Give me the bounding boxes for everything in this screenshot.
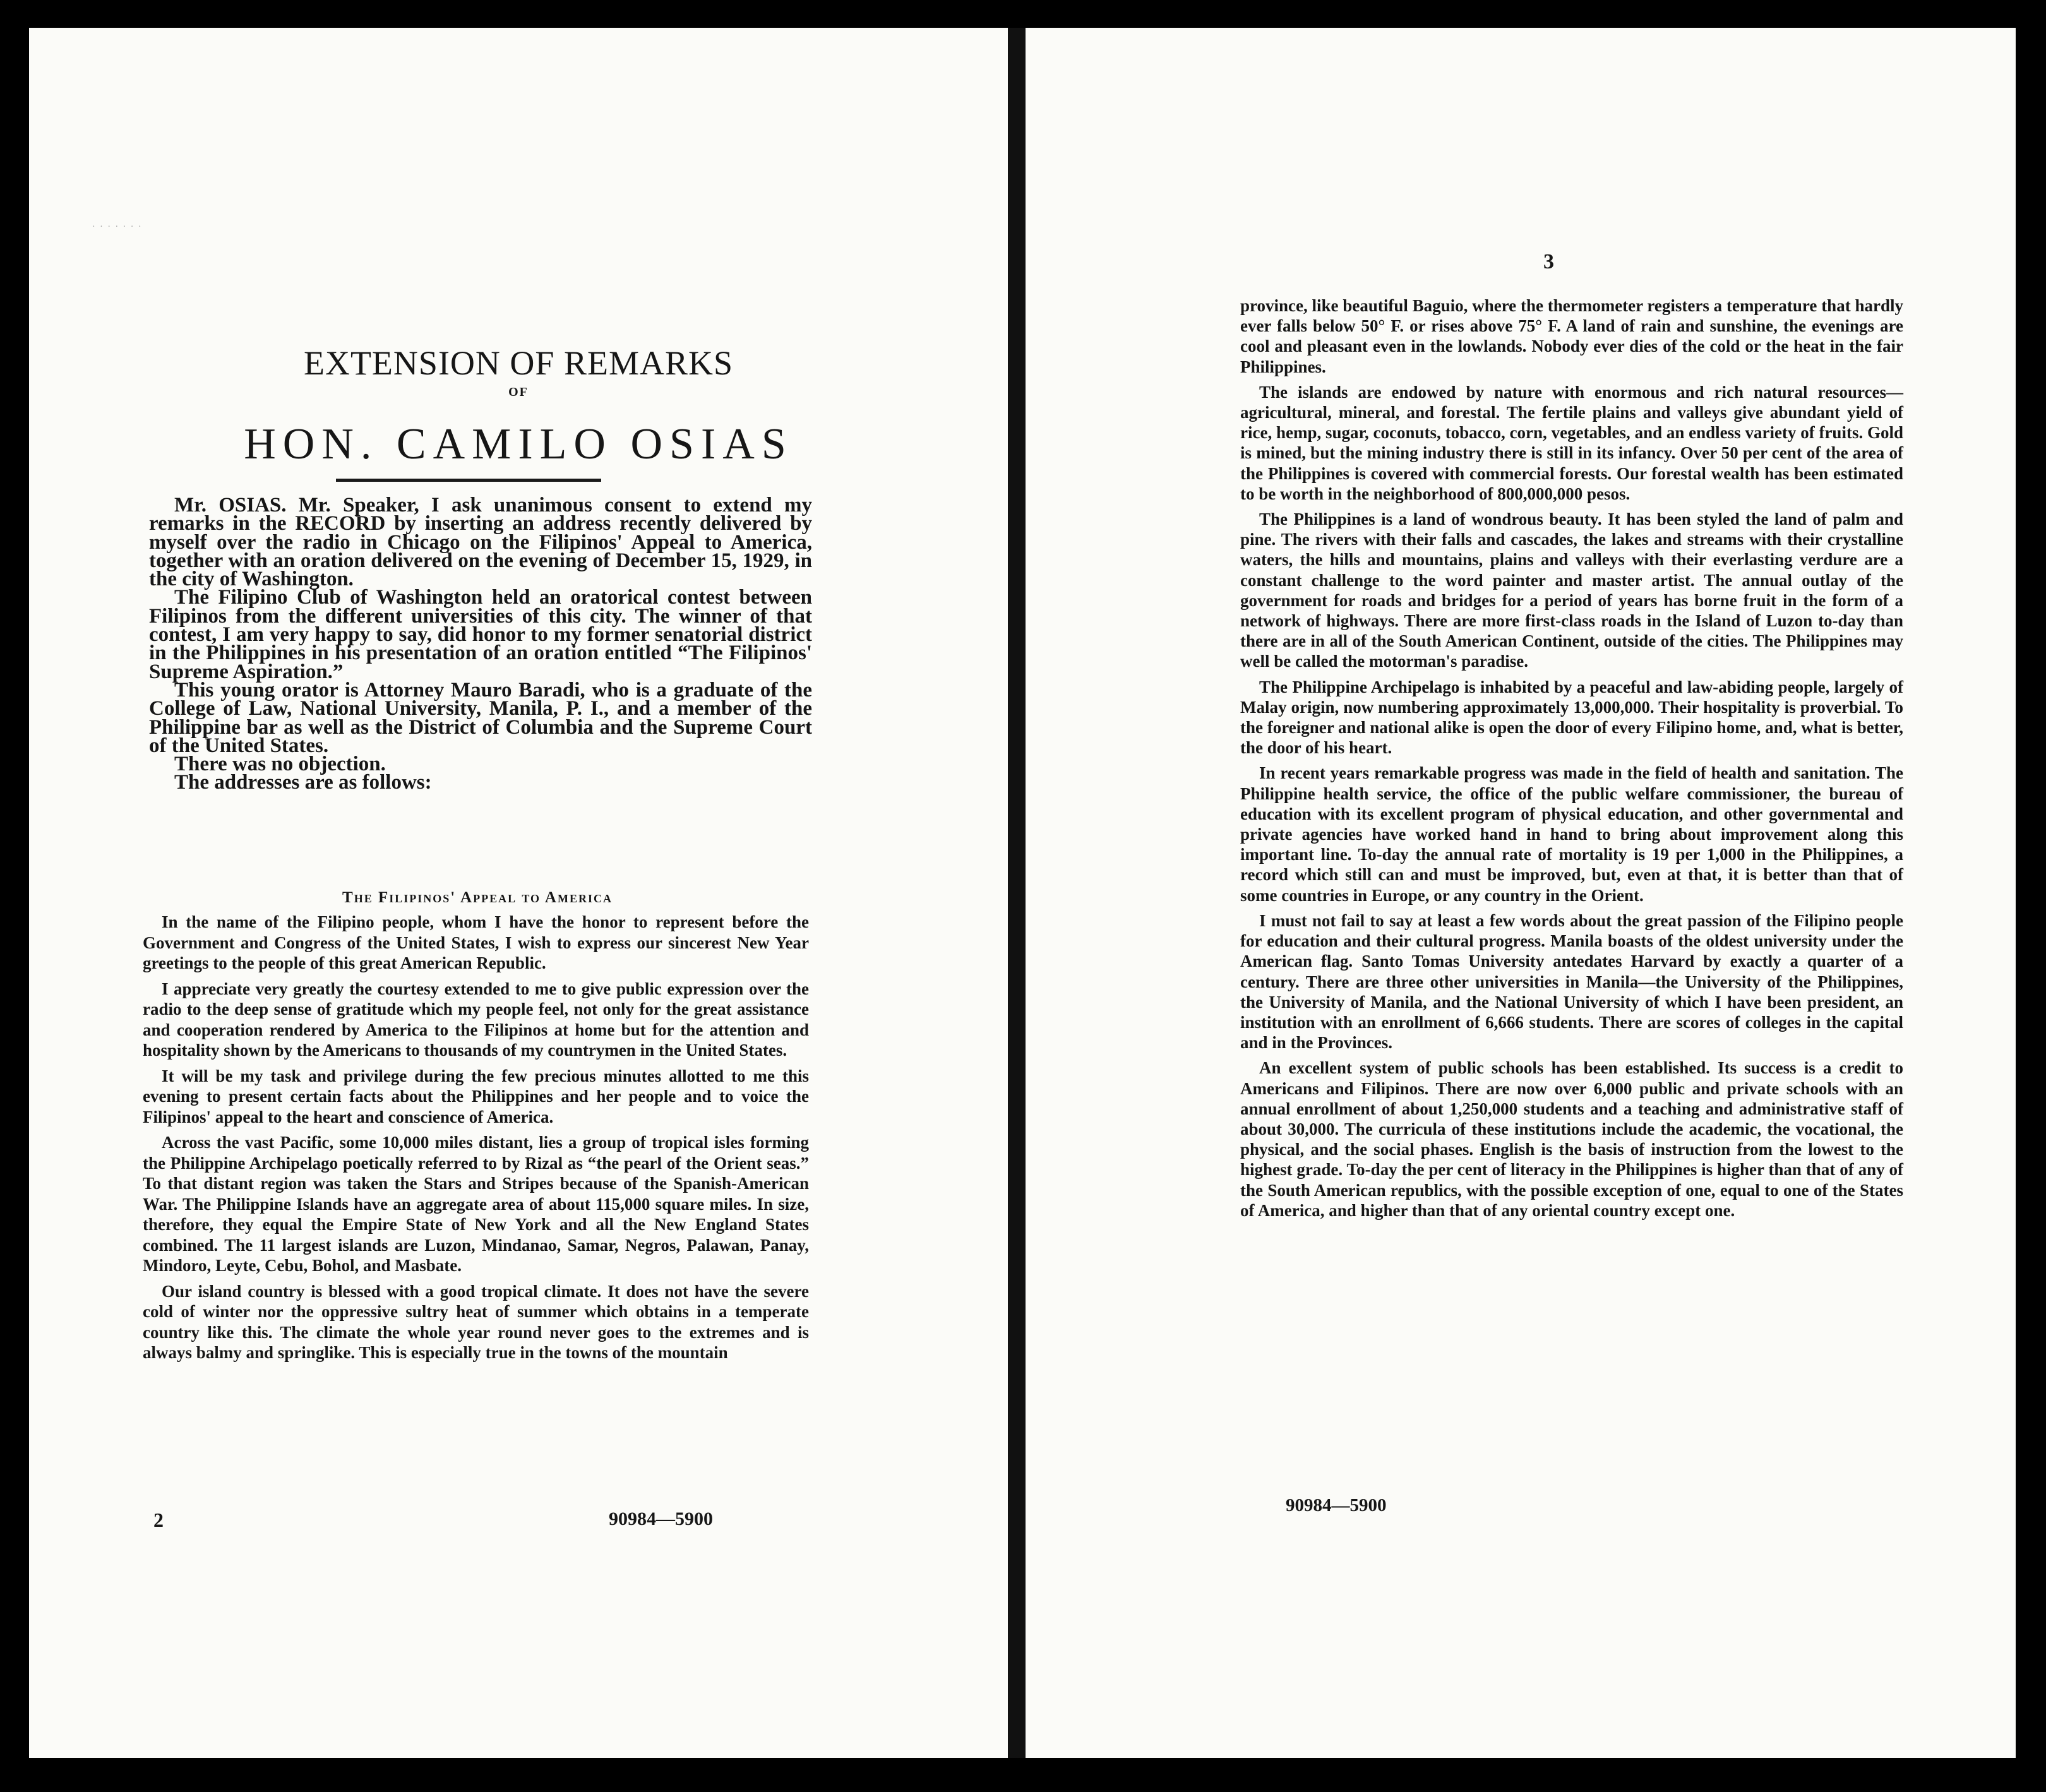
body-paragraph: Across the vast Pacific, some 10,000 miles distant, lies a group of tropical isles forming the Philippine Archipelago poetically referred to by Rizal as “the pearl of the Orient seas.” To that distant region was taken the Stars and Stripes because of the Spanish-American War. The Philippine Islands have an aggregate area of about 115,000 square miles. In size, therefore, they equal the Empire State of New York and all the New England States combined. The 11 largest islands are Luzon, Mindanao, Samar, Negros, Palawan, Panay, Mindoro, Leyte, Cebu, Bohol, and Masbate. [143,1133,809,1275]
body-paragraph: I appreciate very greatly the courtesy extended to me to give public expression over the radio to the deep sense of gratitude which my people feel, not only for the great assistance and cooperation rendered by America to the Filipinos at home but for the attention and hospitality shown by the Americans to thousands of my countrymen in the United States. [143,979,809,1060]
intro-paragraph: The addresses are as follows: [174,771,432,794]
body-paragraph: I must not fail to say at least a few words about the great passion of the Filipino people for education and their cultural progress. Manila boasts of the oldest university under the American flag. Santo Tomas University antedates Harvard by exactly a quarter of a century. There are three other universities in Manila—the University of the Philippines, the University of Manila, and the National University of which I have been president, an institution with an enrollment of 6,666 students. There are scores of colleges in the capital and in the Provinces. [1240,911,1903,1053]
body-paragraph: In the name of the Filipino people, whom I have the honor to represent before the Government and Congress of the United States, I wish to express our sincerest New Year greetings to the people of this great American Republic. [143,912,809,972]
body-paragraph: In recent years remarkable progress was made in the field of health and sanitation. The Philippine health service, the office of the public welfare commissioner, the bureau of education with its excellent program of physical education, and other governmental and private agencies have worked hand in hand to bring about improvement along this important line. To-day the annual rate of mortality is 19 per 1,000 in the Philippines, a record which still can and must be improved, but, even at that, it is better than that of some countries in Europe, or any country in the Orient. [1240,763,1903,905]
print-code-left: 90984—5900 [609,1508,713,1529]
body-paragraph: The Philippine Archipelago is inhabited by a peaceful and law-abiding people, largely of Malay origin, now numbering approximately 13,000,000. Their hospitality is proverbial. To the foreigner and national alike is open the door of every Filipino home, and, what is better, the door of his heart. [1240,677,1903,758]
intro-paragraph: There was no objection. [174,753,386,776]
intro-paragraph: The Filipino Club of Washington held an oratorical contest between Filipinos from the different universities of this city. The winner of that contest, I am very happy to say, did honor to my former senatorial district in the Philippines in his presentation of an oration entitled “The Filipinos' Supreme Aspiration.” [149,586,812,683]
left-body-text [143,912,809,1368]
page-number-right: 3 [1543,250,1554,273]
document-title: EXTENSION OF REMARKS [303,344,734,382]
right-body-text [1240,296,1903,1226]
body-paragraph: An excellent system of public schools has been established. Its success is a credit to Americans and Filipinos. There are now over 6,000 public and private schools with an annual enrollment of about 1,250,000 students and a teaching and administrative staff of about 30,000. The curricula of these institutions include the academic, the vocational, the physical, and the social phases. English is the basis of instruction from the lowest to the highest grade. To-day the per cent of literacy in the Philippines is higher than that of any of the South American republics, with the possible exception of one, equal to one of the States of America, and higher than that of any oriental country except one. [1240,1058,1903,1220]
author-name: HON. CAMILO OSIAS [244,420,793,469]
title-rule [336,479,601,482]
page-number-left: 2 [153,1508,164,1531]
intro-paragraph: This young orator is Attorney Mauro Baradi, who is a graduate of the College of Law, National University, Manila, P. I., and a member of the Philippine bar as well as the District of Columbia and the Supreme Court of the United States. [149,678,812,757]
title-of: OF [508,385,529,399]
address-subheading: The Filipinos' Appeal to America [342,889,613,906]
body-paragraph: The islands are endowed by nature with enormous and rich natural resources—agricultural, mineral, and forestal. The fertile plains and valleys give abundant yield of rice, hemp, sugar, coconuts, tobacco, corn, vegetables, and an endless variety of fruits. Gold is mined, but the mining industry there is still in its infancy. Over 50 per cent of the area of the Philippines is covered with commercial forests. Our forestal wealth has been estimated to be worth in the neighborhood of 800,000,000 pesos. [1240,382,1903,503]
body-paragraph: The Philippines is a land of wondrous beauty. It has been styled the land of palm and pine. The rivers with their falls and cascades, the lakes and streams with their crystalline waters, the hills and mountains, plains and valleys with their everlasting verdure are a constant challenge to the word painter and master artist. The annual outlay of the government for roads and bridges for a period of years has borne fruit in the form of a network of highways. There are more first-class roads in the Island of Luzon to-day than there are in all of the South American Continent, outside of the cities. The Philippines may well be called the motorman's paradise. [1240,510,1903,671]
intro-paragraph: Mr. OSIAS. Mr. Speaker, I ask unanimous consent to extend my remarks in the RECORD by inserting an address recently delivered by myself over the radio in Chicago on the Filipinos' Appeal to America, together with an oration delivered on the evening of December 15, 1929, in the city of Washington. [149,494,812,591]
margin-speckle: · · · · · · · [92,222,143,232]
book-spine [1008,28,1026,1758]
body-paragraph: province, like beautiful Baguio, where the thermometer registers a temperature that hardly ever falls below 50° F. or rises above 75° F. A land of rain and sunshine, the evenings are cool and pleasant even in the lowlands. Nobody ever dies of the cold or the heat in the fair Philippines. [1240,296,1903,376]
intro-section [149,496,812,792]
body-paragraph: It will be my task and privilege during the few precious minutes allotted to me this evening to present certain facts about the Philippines and her people and to voice the Filipinos' appeal to the heart and conscience of America. [143,1066,809,1126]
left-page [29,28,1008,1758]
print-code-right: 90984—5900 [1286,1495,1387,1515]
right-page [1026,28,2016,1758]
body-paragraph: Our island country is blessed with a good tropical climate. It does not have the severe cold of winter nor the oppressive sultry heat of summer which obtains in a temperate country like this. The climate the whole year round never goes to the extremes and is always balmy and springlike. This is especially true in the towns of the mountain [143,1281,809,1362]
